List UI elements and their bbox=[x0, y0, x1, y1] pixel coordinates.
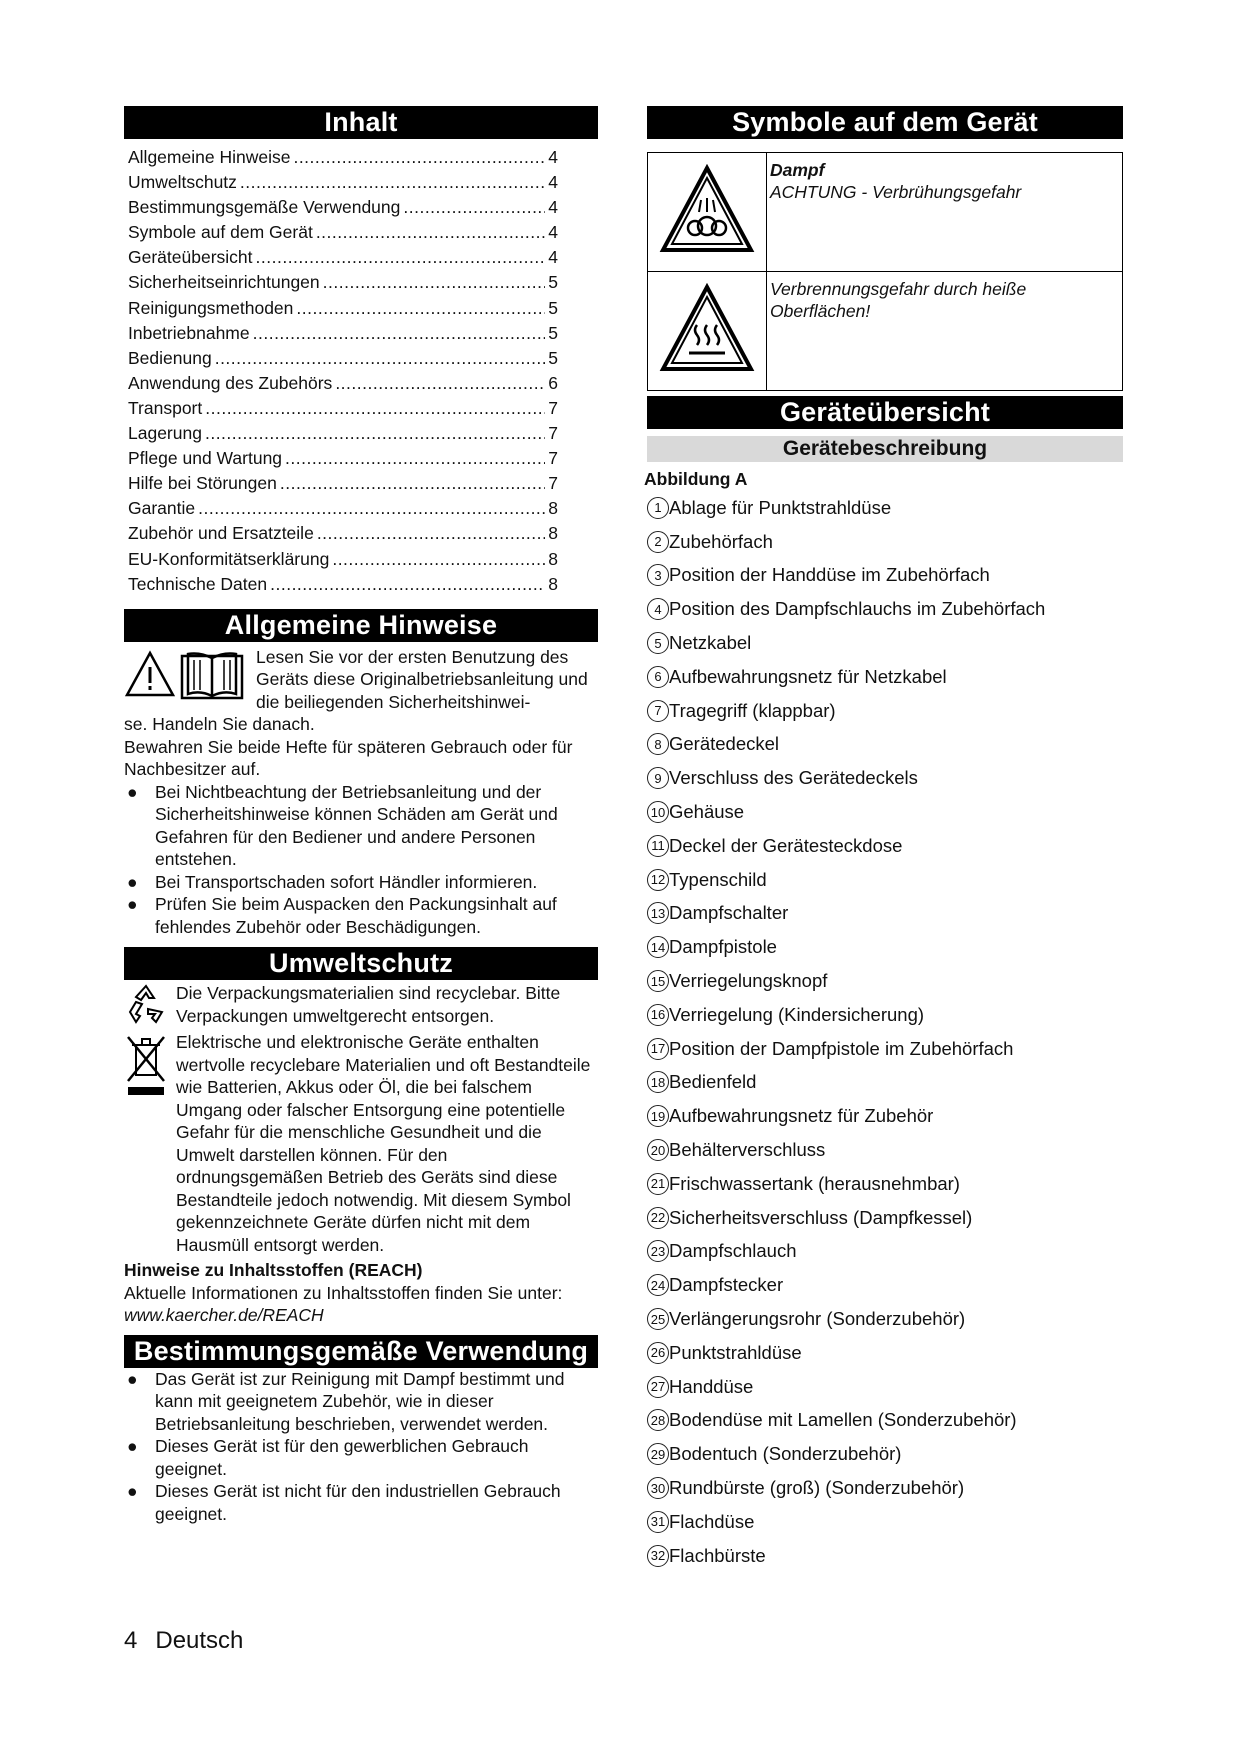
reach-heading: Hinweise zu Inhaltsstoffen (REACH) bbox=[124, 1260, 423, 1281]
part-item bbox=[647, 626, 1123, 660]
part-label: Verriegelung (Kindersicherung) bbox=[669, 1003, 925, 1025]
part-item bbox=[647, 1235, 1123, 1269]
part-label: Aufbewahrungsnetz für Zubehör bbox=[669, 1105, 934, 1127]
part-number-badge: 14 bbox=[647, 936, 669, 958]
reach-block bbox=[124, 1282, 598, 1327]
part-label: Sicherheitsverschluss (Dampfkessel) bbox=[669, 1206, 973, 1228]
overview-subheading: Gerätebeschreibung bbox=[647, 436, 1123, 462]
part-number-badge: 20 bbox=[647, 1139, 669, 1161]
part-item bbox=[647, 1167, 1123, 1201]
part-number-badge: 15 bbox=[647, 970, 669, 992]
toc-entry-page: 7 bbox=[548, 448, 558, 469]
part-label: Bodendüse mit Lamellen (Sonderzubehör) bbox=[669, 1409, 1017, 1431]
manual-book-icon bbox=[180, 650, 244, 702]
part-item bbox=[647, 1302, 1123, 1336]
toc-entry[interactable] bbox=[128, 371, 558, 396]
part-label: Verriegelungsknopf bbox=[669, 970, 828, 992]
part-label: Aufbewahrungsnetz für Netzkabel bbox=[669, 665, 947, 687]
toc-entry-page: 5 bbox=[548, 322, 558, 343]
hot-icon-cell bbox=[648, 272, 767, 391]
recycle-text: Die Verpackungsmaterialien sind recyclebar. Bitte Verpackungen umweltgerecht entsorgen. bbox=[176, 983, 561, 1026]
toc-entry[interactable] bbox=[128, 471, 558, 496]
general-intro-cont: se. Handeln Sie danach. bbox=[124, 714, 315, 735]
part-label: Tragegriff (klappbar) bbox=[669, 699, 836, 721]
toc-leader bbox=[317, 521, 545, 546]
part-label: Handdüse bbox=[669, 1375, 754, 1397]
bullet-dot-icon: ● bbox=[127, 871, 138, 892]
bullet-text: Bei Transportschaden sofort Händler informieren. bbox=[155, 871, 538, 892]
part-item bbox=[647, 1404, 1123, 1438]
toc-entry-label: Bedienung bbox=[128, 347, 212, 368]
part-number-badge: 3 bbox=[647, 564, 669, 586]
part-label: Verlängerungsrohr (Sonderzubehör) bbox=[669, 1308, 966, 1330]
toc-entry[interactable] bbox=[128, 170, 558, 195]
part-number-badge: 12 bbox=[647, 869, 669, 891]
toc-entry-page: 7 bbox=[548, 397, 558, 418]
crossed-bin-icon bbox=[124, 1033, 168, 1097]
toc-entry[interactable] bbox=[128, 346, 558, 371]
part-item bbox=[647, 1539, 1123, 1573]
part-item bbox=[647, 559, 1123, 593]
toc-entry-label: Umweltschutz bbox=[128, 172, 237, 193]
part-item bbox=[647, 1099, 1123, 1133]
toc-entry-label: Allgemeine Hinweise bbox=[128, 147, 291, 167]
part-label: Rundbürste (groß) (Sonderzubehör) bbox=[669, 1477, 965, 1498]
steam-text-cell bbox=[767, 153, 1123, 272]
part-number-badge: 10 bbox=[647, 801, 669, 823]
footer-language: Deutsch bbox=[155, 1627, 244, 1654]
toc-entry[interactable] bbox=[128, 521, 558, 546]
toc-leader bbox=[198, 496, 545, 521]
part-number-badge: 27 bbox=[647, 1376, 669, 1398]
toc-leader bbox=[253, 321, 546, 346]
toc-leader bbox=[332, 547, 545, 572]
part-item bbox=[647, 1133, 1123, 1167]
steam-heading: Dampf bbox=[770, 160, 825, 180]
toc-entry[interactable] bbox=[128, 547, 558, 572]
part-item bbox=[647, 829, 1123, 863]
environment-heading: Umweltschutz bbox=[124, 947, 598, 980]
part-number-badge: 6 bbox=[647, 666, 669, 688]
symbols-heading: Symbole auf dem Gerät bbox=[647, 106, 1123, 139]
left-column bbox=[124, 106, 598, 1525]
part-label: Flachdüse bbox=[669, 1510, 755, 1532]
toc-entry-page: 4 bbox=[548, 147, 558, 167]
part-label: Zubehörfach bbox=[669, 530, 773, 552]
part-item bbox=[647, 592, 1123, 626]
part-number-badge: 26 bbox=[647, 1342, 669, 1364]
toc-entry[interactable] bbox=[128, 195, 558, 220]
general-heading: Allgemeine Hinweise bbox=[124, 609, 598, 642]
part-item bbox=[647, 1437, 1123, 1471]
part-number-badge: 18 bbox=[647, 1071, 669, 1093]
part-number-badge: 7 bbox=[647, 700, 669, 722]
toc-leader bbox=[205, 396, 545, 421]
part-label: Gehäuse bbox=[669, 801, 745, 823]
part-item bbox=[647, 1370, 1123, 1404]
part-item bbox=[647, 897, 1123, 931]
toc-leader bbox=[270, 572, 545, 597]
part-label: Dampfschlauch bbox=[669, 1240, 797, 1262]
toc-entry-label: Garantie bbox=[128, 498, 196, 519]
toc-entry-page: 7 bbox=[548, 423, 558, 444]
part-item bbox=[647, 1336, 1123, 1370]
bullet-text: Prüfen Sie beim Auspacken den Packungsinhalt auf fehlendes Zubehör oder Beschädigungen. bbox=[155, 894, 557, 937]
weee-block bbox=[124, 1031, 598, 1256]
part-item bbox=[647, 694, 1123, 728]
part-label: Bedienfeld bbox=[669, 1071, 757, 1093]
part-number-badge: 16 bbox=[647, 1004, 669, 1026]
hot-surface-warning-icon bbox=[659, 283, 755, 375]
toc-entry-label: Geräteübersicht bbox=[128, 247, 253, 268]
part-number-badge: 30 bbox=[647, 1477, 669, 1499]
part-label: Behälterverschluss bbox=[669, 1139, 826, 1161]
part-number-badge: 9 bbox=[647, 767, 669, 789]
bullet-item bbox=[124, 871, 598, 894]
toc-entry-page: 5 bbox=[548, 297, 558, 318]
part-number-badge: 4 bbox=[647, 598, 669, 620]
part-item bbox=[647, 728, 1123, 762]
general-intro-block bbox=[124, 646, 598, 714]
toc-entry-label: Symbole auf dem Gerät bbox=[128, 222, 313, 243]
page-footer bbox=[124, 1627, 243, 1655]
bullet-dot-icon: ● bbox=[127, 1481, 138, 1502]
toc-leader bbox=[296, 296, 545, 321]
part-item bbox=[647, 1066, 1123, 1100]
part-item bbox=[647, 998, 1123, 1032]
hot-text: Verbrennungsgefahr durch heiße Oberflächen! bbox=[770, 279, 1027, 321]
part-label: Typenschild bbox=[669, 868, 767, 890]
part-label: Deckel der Gerätesteckdose bbox=[669, 834, 903, 856]
part-number-badge: 21 bbox=[647, 1173, 669, 1195]
toc-entry[interactable] bbox=[128, 245, 558, 270]
recycle-icon bbox=[124, 982, 168, 1026]
part-item bbox=[647, 525, 1123, 559]
toc-leader bbox=[323, 270, 546, 295]
recycle-block bbox=[124, 982, 598, 1031]
part-number-badge: 23 bbox=[647, 1240, 669, 1262]
part-item bbox=[647, 491, 1123, 525]
hot-text-cell bbox=[767, 272, 1123, 391]
part-label: Dampfstecker bbox=[669, 1274, 784, 1296]
toc-leader bbox=[240, 170, 545, 195]
part-label: Ablage für Punktstrahldüse bbox=[669, 496, 892, 518]
part-item bbox=[647, 761, 1123, 795]
part-label: Position der Dampfpistole im Zubehörfach bbox=[669, 1037, 1014, 1059]
part-item bbox=[647, 1201, 1123, 1235]
part-item bbox=[647, 1032, 1123, 1066]
bullet-item bbox=[124, 1368, 598, 1436]
part-number-badge: 28 bbox=[647, 1409, 669, 1431]
part-label: Gerätedeckel bbox=[669, 733, 780, 755]
part-item bbox=[647, 863, 1123, 897]
toc-entry-page: 5 bbox=[548, 272, 558, 293]
reach-link[interactable]: www.kaercher.de/REACH bbox=[124, 1305, 324, 1326]
toc-entry-label: Inbetriebnahme bbox=[128, 322, 250, 343]
steam-warning-icon bbox=[659, 164, 755, 256]
overview-heading: Geräteübersicht bbox=[647, 396, 1123, 429]
part-number-badge: 13 bbox=[647, 902, 669, 924]
part-number-badge: 19 bbox=[647, 1105, 669, 1127]
part-item bbox=[647, 1471, 1123, 1505]
part-number-badge: 29 bbox=[647, 1443, 669, 1465]
bullet-dot-icon: ● bbox=[127, 781, 138, 802]
part-number-badge: 5 bbox=[647, 632, 669, 654]
bullet-item bbox=[124, 1480, 598, 1525]
toc-entry[interactable] bbox=[128, 421, 558, 446]
part-item bbox=[647, 930, 1123, 964]
bullet-item bbox=[124, 1435, 598, 1480]
part-label: Position der Handdüse im Zubehörfach bbox=[669, 564, 990, 586]
toc-entry-label: Hilfe bei Störungen bbox=[128, 473, 277, 494]
toc-entry-label: Sicherheitseinrichtungen bbox=[128, 272, 320, 293]
steam-text: ACHTUNG - Verbrühungsgefahr bbox=[770, 182, 1022, 202]
page-number: 4 bbox=[124, 1627, 138, 1654]
toc-entry[interactable] bbox=[128, 496, 558, 521]
part-item bbox=[647, 964, 1123, 998]
toc-entry-page: 4 bbox=[548, 247, 558, 268]
bullet-text: Bei Nichtbeachtung der Betriebsanleitung und der Sicherheitshinweise können Schäden am Gerät und Gefahren für den Bediener und andere Personen entstehen. bbox=[155, 781, 558, 870]
part-number-badge: 8 bbox=[647, 733, 669, 755]
symbol-row-steam bbox=[648, 153, 1123, 272]
toc-entry-label: Anwendung des Zubehörs bbox=[128, 372, 333, 393]
toc-entry-page: 4 bbox=[548, 172, 558, 193]
part-label: Dampfschalter bbox=[669, 902, 789, 924]
toc-leader bbox=[280, 471, 545, 496]
part-number-badge: 31 bbox=[647, 1511, 669, 1533]
bullet-text: Dieses Gerät ist für den gewerblichen Gebrauch geeignet. bbox=[155, 1436, 529, 1479]
toc-entry-page: 8 bbox=[548, 548, 558, 569]
toc-entry-label: Transport bbox=[128, 397, 203, 418]
part-item bbox=[647, 795, 1123, 829]
toc-entry-page: 5 bbox=[548, 347, 558, 368]
toc-entry-label: Lagerung bbox=[128, 423, 202, 444]
bullet-text: Dieses Gerät ist nicht für den industriellen Gebrauch geeignet. bbox=[155, 1481, 561, 1524]
steam-icon-cell bbox=[648, 153, 767, 272]
toc-leader bbox=[215, 346, 546, 371]
intended-use-heading: Bestimmungsgemäße Verwendung bbox=[124, 1335, 598, 1368]
toc-entry[interactable] bbox=[128, 572, 558, 597]
bullet-text: Das Gerät ist zur Reinigung mit Dampf bestimmt und kann mit geeignetem Zubehör, wie in dieser Betriebsanleitung beschrieben, verwendet werden. bbox=[155, 1368, 565, 1434]
toc-leader bbox=[205, 421, 545, 446]
part-label: Verschluss des Gerätedeckels bbox=[669, 767, 918, 789]
part-label: Position des Dampfschlauchs im Zubehörfach bbox=[669, 598, 1046, 620]
toc-entry-page: 8 bbox=[548, 573, 558, 594]
part-number-badge: 22 bbox=[647, 1207, 669, 1229]
part-item bbox=[647, 1505, 1123, 1539]
toc-entry[interactable] bbox=[128, 296, 558, 321]
toc-entry-label: Zubehör und Ersatzteile bbox=[128, 523, 314, 544]
part-label: Flachbürste bbox=[669, 1544, 766, 1566]
toc-entry[interactable] bbox=[128, 396, 558, 421]
toc-leader bbox=[256, 245, 546, 270]
general-keep: Bewahren Sie beide Hefte für späteren Gebrauch oder für Nachbesitzer auf. bbox=[124, 736, 573, 780]
toc-entry-page: 4 bbox=[548, 197, 558, 218]
bullet-dot-icon: ● bbox=[127, 1436, 138, 1457]
toc-entry-page: 4 bbox=[548, 222, 558, 243]
figure-label: Abbildung A bbox=[644, 469, 748, 489]
toc-leader bbox=[403, 195, 545, 220]
toc-entry-label: Pflege und Wartung bbox=[128, 448, 283, 469]
toc-entry[interactable] bbox=[128, 220, 558, 245]
toc-entry[interactable] bbox=[128, 321, 558, 346]
toc-leader bbox=[316, 220, 545, 245]
toc-heading: Inhalt bbox=[124, 106, 598, 139]
part-label: Punktstrahldüse bbox=[669, 1341, 802, 1363]
toc-entry-label: Bestimmungsgemäße Verwendung bbox=[128, 197, 401, 218]
toc-entry-label: Reinigungsmethoden bbox=[128, 297, 294, 318]
symbol-row-hot bbox=[648, 272, 1123, 391]
part-item bbox=[647, 660, 1123, 694]
toc-leader bbox=[285, 446, 545, 471]
bullet-dot-icon: ● bbox=[127, 894, 138, 915]
part-label: Netzkabel bbox=[669, 632, 752, 654]
toc-entry[interactable] bbox=[128, 270, 558, 295]
bullet-item bbox=[124, 893, 598, 938]
part-label: Dampfpistole bbox=[669, 936, 777, 958]
part-label: Bodentuch (Sonderzubehör) bbox=[669, 1443, 902, 1465]
intended-use-bullets bbox=[124, 1368, 598, 1526]
toc-entry[interactable] bbox=[128, 145, 558, 170]
bullet-item bbox=[124, 781, 598, 871]
toc-list bbox=[124, 145, 598, 597]
part-number-badge: 32 bbox=[647, 1545, 669, 1567]
part-number-badge: 2 bbox=[647, 531, 669, 553]
toc-entry-page: 8 bbox=[548, 523, 558, 544]
part-number-badge: 1 bbox=[647, 497, 669, 519]
warning-icon bbox=[124, 650, 176, 698]
general-bullets bbox=[124, 781, 598, 939]
part-label: Frischwassertank (herausnehmbar) bbox=[669, 1172, 960, 1194]
toc-entry-page: 7 bbox=[548, 473, 558, 494]
part-number-badge: 17 bbox=[647, 1038, 669, 1060]
weee-text: Elektrische und elektronische Geräte enthalten wertvolle recyclebare Materialien und oft Bestandteile wie Batterien, Akkus oder Öl, die bei falschem Umgang oder falscher Entsorgung eine potentielle Gefahr für die menschliche Gesundheit und die Umwelt darstellen können. Für den ordnungsgemäßen Betrieb des Geräts sind diese Bestandteile jedoch notwendig. Mit diesem Symbol gekennzeichnete Geräte dürfen nicht mit dem Hausmüll entsorgt werden. bbox=[176, 1032, 591, 1255]
toc-entry[interactable] bbox=[128, 446, 558, 471]
general-intro-text: Lesen Sie vor der ersten Benutzung des Geräts diese Originalbetriebsanleitung und die beiliegenden Sicherheitshinwei- bbox=[256, 646, 588, 712]
part-number-badge: 24 bbox=[647, 1274, 669, 1296]
parts-list bbox=[647, 491, 1123, 1573]
toc-entry-page: 6 bbox=[548, 372, 558, 393]
right-column bbox=[644, 106, 1123, 1573]
reach-text: Aktuelle Informationen zu Inhaltsstoffen finden Sie unter: bbox=[124, 1282, 563, 1303]
toc-leader bbox=[335, 371, 545, 396]
bullet-dot-icon: ● bbox=[127, 1368, 138, 1389]
symbols-table bbox=[647, 152, 1123, 391]
toc-entry-label: Technische Daten bbox=[128, 573, 268, 594]
toc-entry-label: EU-Konformitätserklärung bbox=[128, 548, 330, 569]
part-item bbox=[647, 1268, 1123, 1302]
toc-entry-page: 8 bbox=[548, 498, 558, 519]
part-number-badge: 25 bbox=[647, 1308, 669, 1330]
part-number-badge: 11 bbox=[647, 835, 669, 857]
toc-leader bbox=[293, 145, 545, 170]
